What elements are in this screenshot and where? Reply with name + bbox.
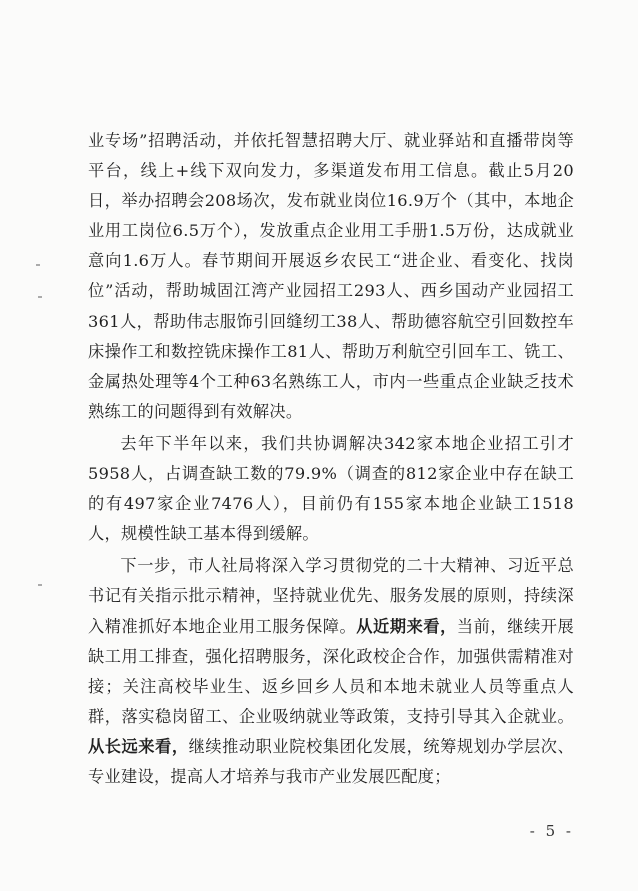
binding-mark [36,264,40,266]
paragraph-3-text-3: 继续推动职业院校集团化发展，统筹规划办学层次、专业建设，提高人才培养与我市产业发展匹配度； [88,736,574,786]
paragraph-3-bold-near-term: 从近期来看， [356,616,457,636]
binding-mark [38,296,42,298]
paragraph-1: 业专场”招聘活动，并依托智慧招聘大厅、就业驿站和直播带岗等平台，线上+线下双向发力，多渠道发布用工信息。截止5月20日，举办招聘会208场次，发布就业岗位16.9万个（其中，本地企业用工岗位6.5万个），发放重点企业用工手册1.5万份，达成就业意向1.6万人。春节期间开展返乡农民工“进企业、看变化、找岗位”活动，帮助城固江湾产业园招工293人、西乡国动产业园招工361人，帮助伟志服饰引回缝纫工38人、帮助德容航空引回数控车床操作工和数控铣床操作工81人、帮助万利航空引回车工、铣工、金属热处理等4个工种63名熟练工人，市内一些重点企业缺乏技术熟练工的问题得到有效解决。 [88,131,574,421]
page-number: - 5 - [529,822,574,840]
paragraph-2: 去年下半年以来，我们共协调解决342家本地企业招工引才5958人，占调查缺工数的79.9%（调查的812家企业中存在缺工的有497家企业7476人），目前仍有155家本地企业缺工1518人，规模性缺工基本得到缓解。 [88,433,574,544]
paragraph-3 [88,551,574,792]
paragraph-3-text-1: 下一步，市人社局将深入学习贯彻党的二十大精神、习近平总书记有关指示批示精神，坚持就业优先、服务发展的原则，持续深入精准抓好本地企业用工服务保障。 [88,556,574,636]
binding-mark [38,584,42,586]
document-body [88,126,574,792]
paragraph-3-text-2: 当前，继续开展缺工用工排查，强化招聘服务，深化政校企合作，加强供需精准对接；关注高校毕业生、返乡回乡人员和本地未就业人员等重点人群，落实稳岗留工、企业吸纳就业等政策，支持引导其入企就业。 [88,616,574,726]
paragraph-3-bold-long-term: 从长远来看， [88,736,189,756]
